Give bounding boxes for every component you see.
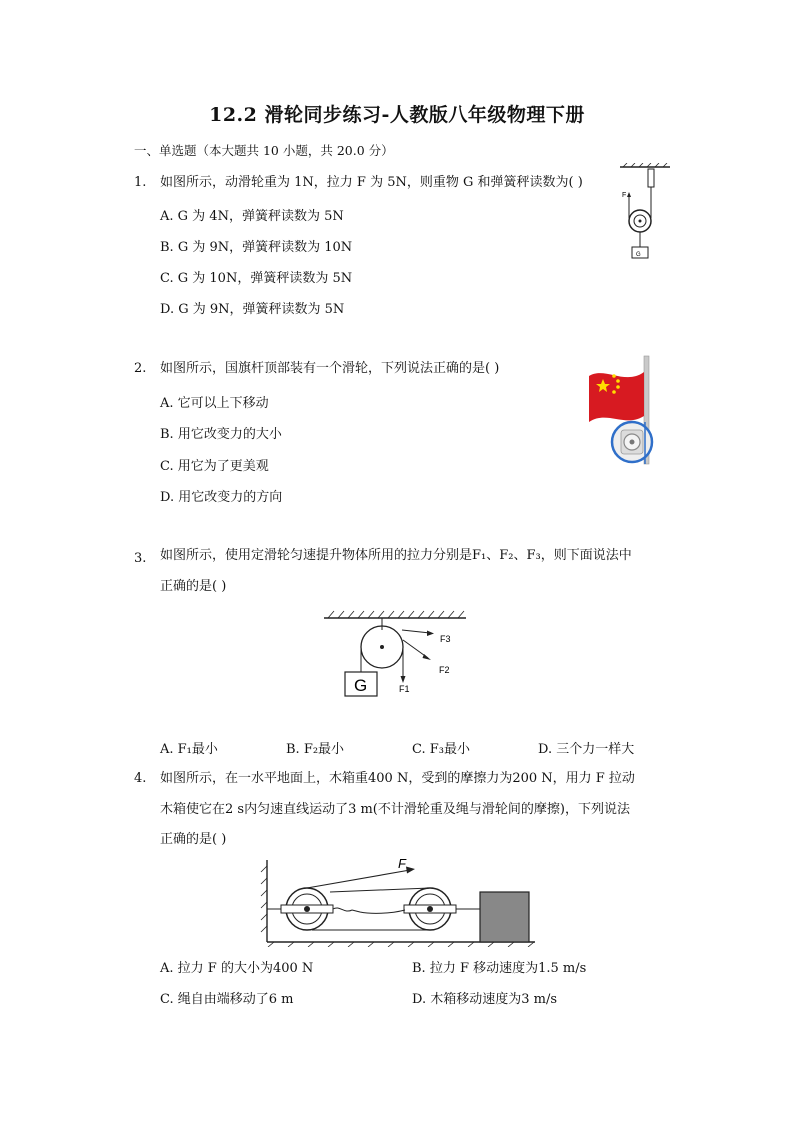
question-4-option-c[interactable]: C. 绳自由端移动了6 m <box>160 992 294 1007</box>
question-4-figure <box>260 852 540 947</box>
question-3-number: 3. <box>134 551 147 566</box>
question-4-number: 4. <box>134 771 147 786</box>
question-4-stem-line1: 如图所示，在一水平地面上，木箱重400 N，受到的摩擦力为200 N，用力 F 拉动 <box>160 771 635 786</box>
question-3-f1-label: F1 <box>399 684 410 694</box>
question-3-option-d[interactable]: D. 三个力一样大 <box>538 742 635 757</box>
question-1-force-label: F <box>622 192 627 199</box>
question-1-option-d[interactable]: D. G 为 9N，弹簧秤读数为 5N <box>160 302 345 317</box>
question-1-option-c[interactable]: C. G 为 10N，弹簧秤读数为 5N <box>160 271 353 286</box>
question-1-option-a[interactable]: A. G 为 4N，弹簧秤读数为 5N <box>160 209 344 224</box>
question-2-stem: 如图所示，国旗杆顶部装有一个滑轮，下列说法正确的是( ) <box>160 361 500 376</box>
question-4-stem-line2: 木箱使它在2 s内匀速直线运动了3 m(不计滑轮重及绳与滑轮间的摩擦)，下列说法 <box>160 802 630 817</box>
question-3-option-b[interactable]: B. F₂最小 <box>286 742 345 757</box>
question-1-number: 1. <box>134 175 147 190</box>
question-3-option-a[interactable]: A. F₁最小 <box>160 742 218 757</box>
question-2-flag-figure <box>585 352 660 467</box>
question-3-f3-label: F3 <box>440 634 451 644</box>
page-title: 12.2 滑轮同步练习-人教版八年级物理下册 <box>209 104 585 126</box>
question-1-option-b[interactable]: B. G 为 9N，弹簧秤读数为 10N <box>160 240 353 255</box>
question-4-option-d[interactable]: D. 木箱移动速度为3 m/s <box>412 992 558 1007</box>
question-2-option-d[interactable]: D. 用它改变力的方向 <box>160 490 283 505</box>
question-1-weight-label: G <box>636 252 641 258</box>
question-3-option-c[interactable]: C. F₃最小 <box>412 742 470 757</box>
question-3-stem-line2: 正确的是( ) <box>160 579 227 594</box>
question-2-option-b[interactable]: B. 用它改变力的大小 <box>160 427 282 442</box>
question-4-option-b[interactable]: B. 拉力 F 移动速度为1.5 m/s <box>412 961 587 976</box>
section-heading: 一、单选题（本大题共 10 小题，共 20.0 分） <box>134 143 394 158</box>
question-1-figure <box>615 163 675 263</box>
question-1-stem: 如图所示，动滑轮重为 1N，拉力 F 为 5N，则重物 G 和弹簧秤读数为( ) <box>160 175 583 190</box>
question-3-f2-label: F2 <box>439 665 450 675</box>
question-3-stem-line1: 如图所示，使用定滑轮匀速提升物体所用的拉力分别是F₁、F₂、F₃，则下面说法中 <box>160 548 632 563</box>
question-4-force-label: F <box>398 856 406 871</box>
question-4-option-a[interactable]: A. 拉力 F 的大小为400 N <box>160 961 314 976</box>
question-3-weight-label: G <box>354 676 368 695</box>
question-3-figure <box>320 610 470 702</box>
question-2-option-a[interactable]: A. 它可以上下移动 <box>160 396 269 411</box>
question-2-number: 2. <box>134 361 147 376</box>
question-2-option-c[interactable]: C. 用它为了更美观 <box>160 459 269 474</box>
wooden-box <box>480 892 529 942</box>
flag-shape <box>589 372 644 422</box>
question-4-stem-line3: 正确的是( ) <box>160 832 227 847</box>
